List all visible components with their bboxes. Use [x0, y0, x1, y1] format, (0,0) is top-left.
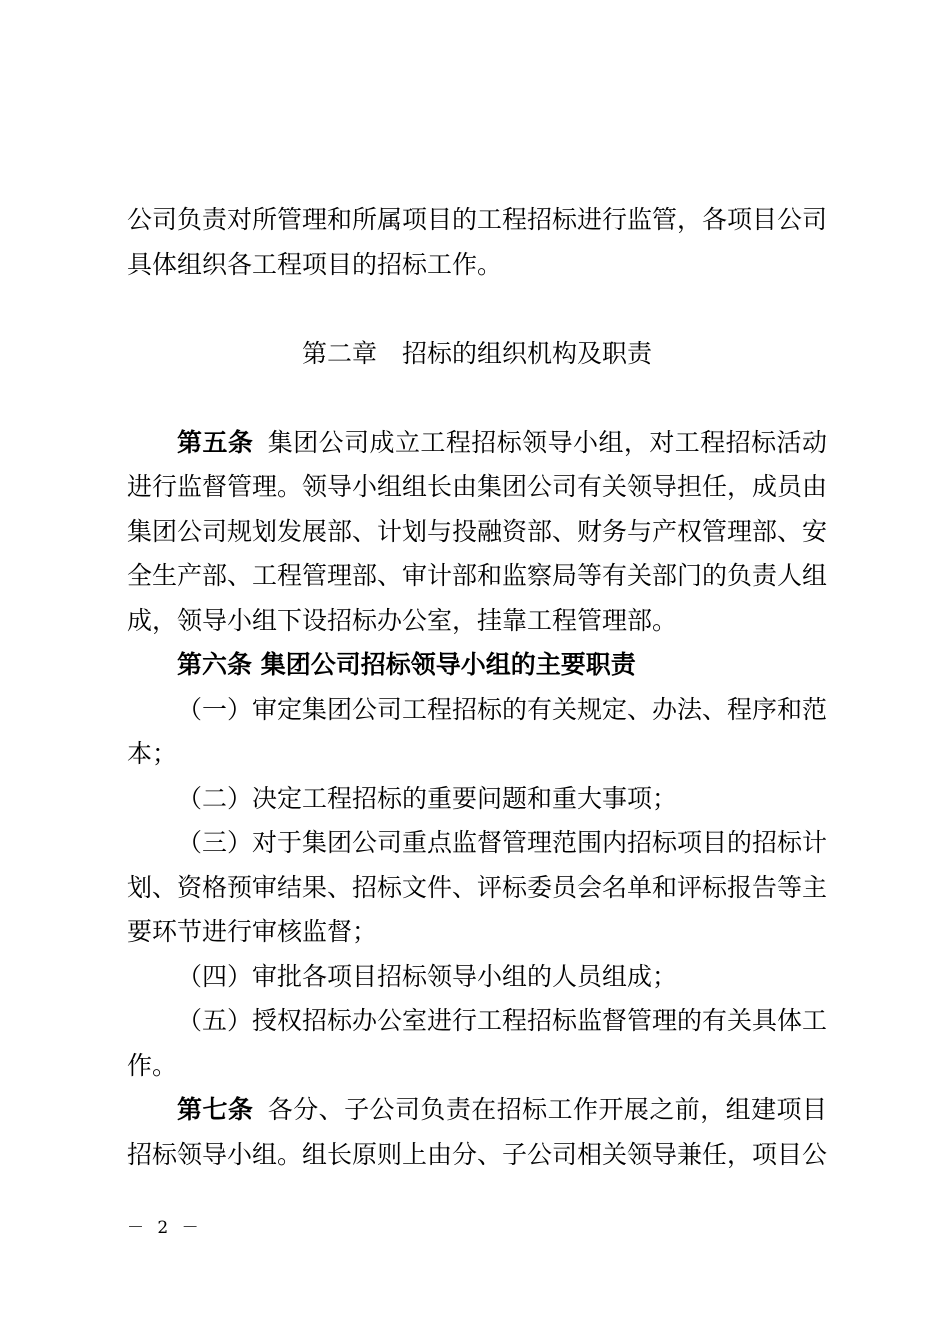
article-5 [127, 421, 827, 644]
article-7-label: 第七条 [177, 1095, 254, 1124]
page-number: － 2 － [127, 1218, 203, 1238]
document-body [127, 198, 827, 1177]
article-6-item-4: （四）审批各项目招标领导小组的人员组成； [177, 961, 678, 991]
article-6-item-5: （五）授权招标办公室进行工程招标监督管理的有关具体工作。 [127, 1006, 828, 1080]
article-6-heading: 第六条 集团公司招标领导小组的主要职责 [177, 650, 636, 679]
article-6-item-3: （三）对于集团公司重点监督管理范围内招标项目的招标计划、资格预审结果、招标文件、评标委员会名单和评标报告等主要环节进行审核监督； [127, 828, 828, 946]
article-6-item-1: （一）审定集团公司工程招标的有关规定、办法、程序和范本； [127, 694, 828, 768]
article-7-body: 各分、子公司负责在招标工作开展之前，组建项目招标领导小组。组长原则上由分、子公司相关领导兼任，项目公 [127, 1095, 828, 1169]
article-5-body: 集团公司成立工程招标领导小组，对工程招标活动进行监督管理。领导小组组长由集团公司有关领导担任，成员由集团公司规划发展部、计划与投融资部、财务与产权管理部、安全生产部、工程管理部、审计部和监察局等有关部门的负责人组成，领导小组下设招标办公室，挂靠工程管理部。 [127, 427, 828, 635]
article-7 [127, 1088, 827, 1177]
article-5-label: 第五条 [177, 427, 254, 457]
article-6-item-2: （二）决定工程招标的重要问题和重大事项； [177, 783, 678, 813]
chapter-title: 第二章 招标的组织机构及职责 [301, 338, 652, 368]
opening-paragraph: 公司负责对所管理和所属项目的工程招标进行监管，各项目公司具体组织各工程项目的招标工作。 [127, 205, 828, 279]
